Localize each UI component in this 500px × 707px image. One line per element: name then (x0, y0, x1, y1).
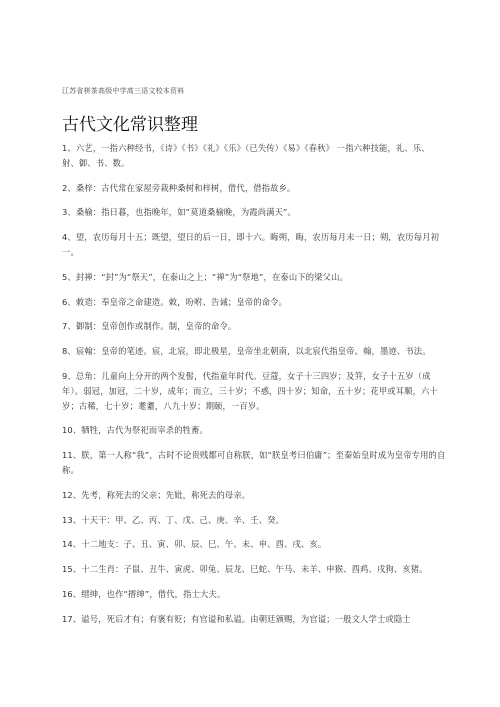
list-item: 3、桑榆：指日暮，也指晚年，如“莫道桑榆晚，为霞尚满天”。 (62, 207, 296, 218)
list-item: 4、望，农历每月十五；既望，望日的后一日，即十六。晦朔，晦，农历每月末一日；朔，农历每月初一。 (62, 232, 440, 257)
list-item: 8、宸翰：皇帝的笔迹。宸，北宸，即北极星，皇帝坐北朝南，以北宸代指皇帝。翰，墨迹、书法。 (62, 346, 431, 357)
list-item: 5、封禅：“封”为“祭天”，在泰山之上；“禅”为“祭地”，在泰山下的梁父山。 (62, 271, 348, 282)
list-item: 9、总角：儿童向上分开的两个发髻，代指童年时代。豆蔻，女子十三四岁；及笄，女子十五岁（成年）。弱冠，加冠，二十岁，成年；而立，三十岁；不惑，四十岁；知命，五十岁；花甲或耳顺，六十岁；古稀，七十岁；耄耋，八九十岁；期颐，一百岁。 (62, 370, 438, 411)
list-item: 12、先考，称死去的父亲；先妣，称死去的母亲。 (62, 489, 251, 500)
list-item: 11、朕，第一人称“我”，古时不论贵贱都可自称朕，如“朕皇考曰伯庸”；至秦始皇时成为皇帝专用的自称。 (62, 450, 446, 475)
item-list (62, 141, 446, 637)
list-item: 1、六艺，一指六种经书，《诗》《书》《礼》《乐》（已失传）《易》《春秋》 一指六种技能，礼、乐、射、御、书、数。 (62, 143, 430, 168)
list-item: 10、牺牲，古代为祭祀而宰杀的牲畜。 (62, 425, 209, 436)
list-item: 15、十二生肖：子鼠、丑牛、寅虎、卯兔、辰龙、巳蛇、午马、未羊、申猴、酉鸡、戌狗、亥猪。 (62, 564, 428, 575)
list-item: 16、缙绅，也作“搢绅”，借代，指士大夫。 (62, 588, 226, 599)
document-header: 江苏省栟茶高级中学高三语文校本资料 (62, 87, 185, 95)
list-item: 6、敕造：奉皇帝之命建造。敕，吩咐、告诫；皇帝的命令。 (62, 296, 288, 307)
document-title: 古代文化常识整理 (62, 115, 198, 135)
list-item: 7、御制：皇帝创作或制作。制，皇帝的命令。 (62, 321, 237, 332)
list-item: 17、谥号，死后才有；有褒有贬；有官谥和私谥。由朝廷颁赐，为官谥；一般文人学士或隐士 (62, 613, 411, 624)
list-item: 2、桑梓：古代常在家屋旁栽种桑树和梓树，借代，借指故乡。 (62, 182, 296, 193)
list-item: 13、十天干：甲、乙、丙、丁、戊、己、庚、辛、壬、癸。 (62, 514, 285, 525)
list-item: 14、十二地支：子、丑、寅、卯、辰、巳、午、未、申、酉、戌、亥。 (62, 539, 327, 550)
